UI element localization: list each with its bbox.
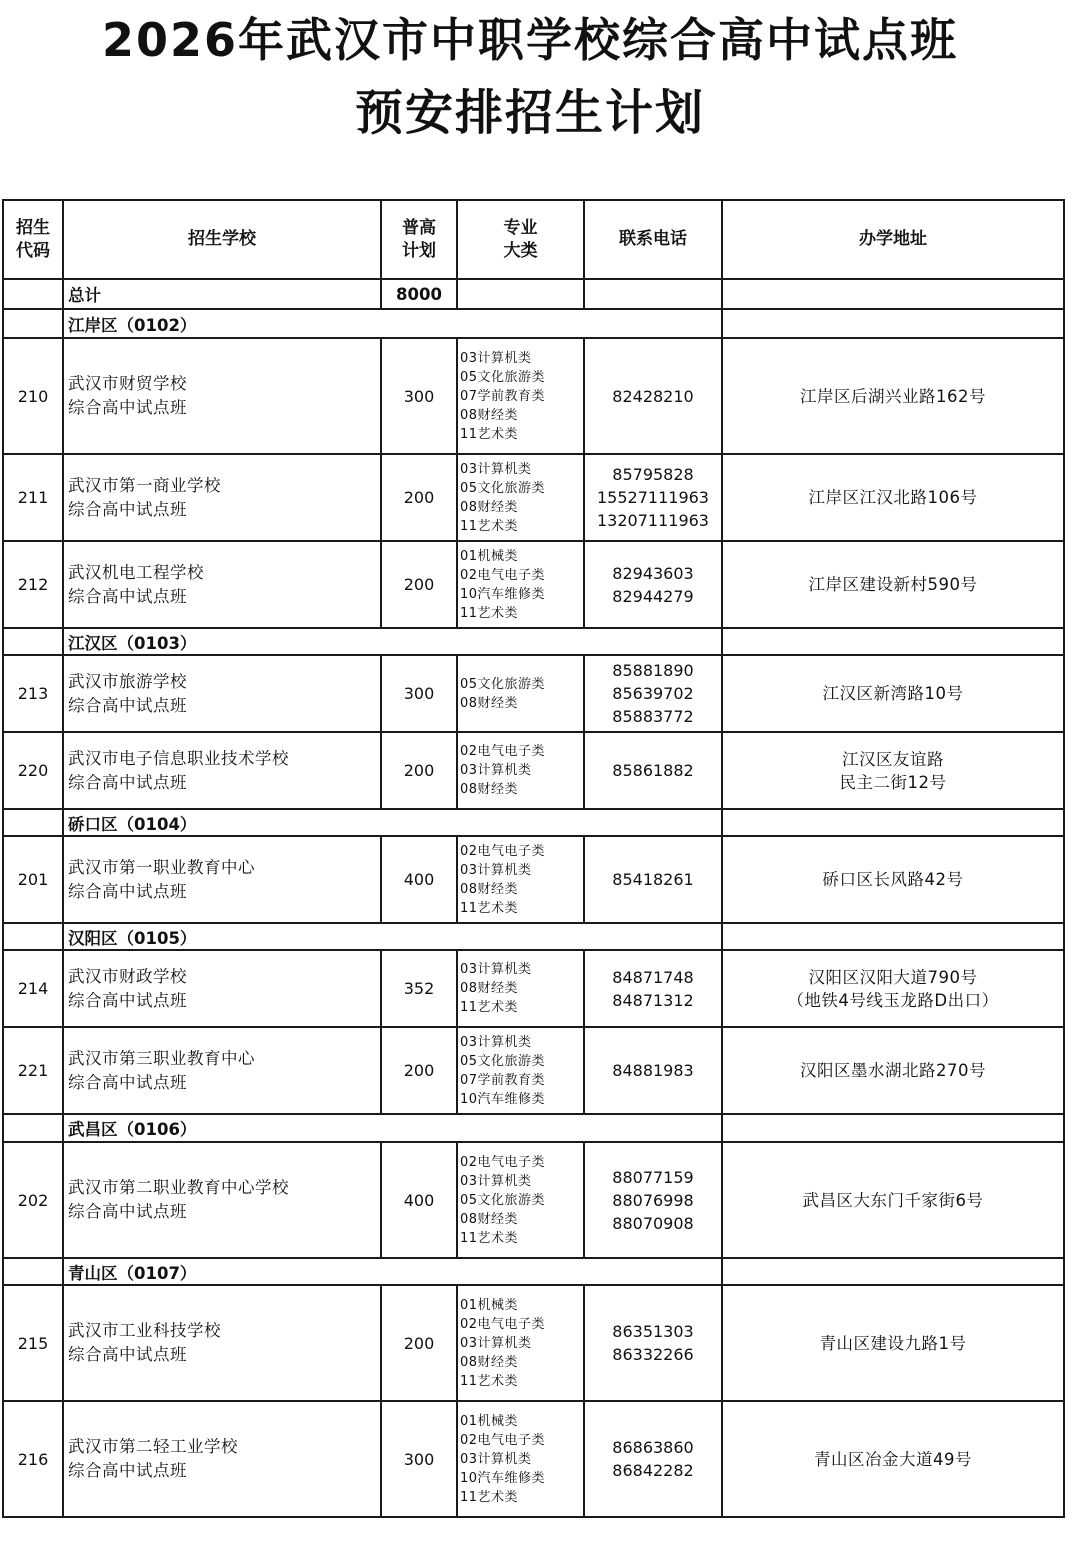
category-list [457,950,584,1027]
line-text: 综合高中试点班 [68,990,187,1010]
line-text: 综合高中试点班 [68,695,187,715]
header-category: 专业 大类 [457,200,584,279]
line-text: 11艺术类 [460,1000,519,1015]
line-text: 13207111963 [597,511,709,530]
line-text: 02电气电子类 [460,843,546,859]
line-text: 11艺术类 [460,605,519,621]
plan-count: 400 [381,836,457,923]
line-text: 85795828 [612,465,694,484]
category-list [457,1142,584,1258]
school-code: 213 [3,655,63,732]
plan-count: 352 [381,950,457,1027]
line-text: 综合高中试点班 [68,499,187,519]
school-address [722,1027,1064,1114]
line-text: 88076998 [612,1190,694,1210]
line-text: 武汉市财贸学校 [68,374,187,393]
line-text: 综合高中试点班 [68,1345,187,1364]
line-text: 综合高中试点班 [68,586,187,606]
line-text: 江汉区友谊路 [842,749,944,769]
line-text: 武汉市第三职业教育中心 [68,1048,255,1068]
school-row [3,950,1064,1027]
line-text: 武汉市财政学校 [68,966,187,986]
school-code: 211 [3,454,63,541]
line-text: 武昌区大东门千家街6号 [802,1190,984,1210]
district-name: 汉阳区（0105） [63,923,722,950]
district-name: 青山区（0107） [63,1258,722,1285]
school-row [3,1027,1064,1114]
line-text: 武汉市第二职业教育中心学校 [68,1178,289,1197]
plan-count: 300 [381,655,457,732]
school-name [63,732,381,809]
total-label: 总计 [63,279,381,309]
phone-list [584,732,722,809]
district-row [3,1114,1064,1142]
school-address [722,1285,1064,1401]
total-row [3,279,1064,309]
plan-count: 200 [381,1027,457,1114]
header-address: 办学地址 [722,200,1064,279]
line-text: 03计算机类 [460,1173,532,1189]
district-name: 硚口区（0104） [63,809,722,836]
line-text: 02电气电子类 [460,744,546,759]
school-address [722,950,1064,1027]
line-text: 84871748 [612,967,694,987]
school-name [63,1285,381,1401]
line-text: 85639702 [612,684,694,703]
school-name [63,454,381,541]
school-row [3,1142,1064,1258]
line-text: 综合高中试点班 [68,881,187,901]
school-code: 221 [3,1027,63,1114]
line-text: 青山区冶金大道49号 [814,1449,972,1469]
line-text: 汉阳区汉阳大道790号 [808,967,978,987]
line-text: 85881890 [612,661,694,680]
school-address [722,338,1064,454]
line-text: 08财经类 [460,407,519,423]
line-text: 01机械类 [460,548,519,564]
school-code: 216 [3,1401,63,1517]
district-name: 江岸区（0102） [63,309,722,338]
district-row [3,628,1064,655]
line-text: 02电气电子类 [460,1432,546,1448]
line-text: 84871312 [612,990,694,1010]
school-address [722,836,1064,923]
school-address [722,541,1064,628]
school-name [63,1027,381,1114]
line-text: 武汉市电子信息职业技术学校 [68,748,289,768]
line-text: 10汽车维修类 [460,1091,546,1107]
category-list [457,1285,584,1401]
line-text: 08财经类 [460,695,519,711]
school-row [3,454,1064,541]
line-text: 08财经类 [460,1354,519,1370]
line-text: 武汉市第一职业教育中心 [68,857,255,877]
line-text: 08财经类 [460,1211,519,1227]
category-list [457,836,584,923]
phone-list [584,1285,722,1401]
line-text: 05文化旅游类 [460,676,546,692]
school-row [3,732,1064,809]
plan-count: 200 [381,1285,457,1401]
plan-count: 200 [381,541,457,628]
school-code: 220 [3,732,63,809]
line-text: 硚口区长风路42号 [822,870,964,889]
plan-count: 200 [381,732,457,809]
line-text: 82944279 [612,586,694,606]
line-text: 民主二街12号 [839,772,947,792]
line-text: 85883772 [612,707,694,726]
line-text: 03计算机类 [460,862,532,878]
plan-count: 200 [381,454,457,541]
school-name [63,655,381,732]
line-text: 08财经类 [460,881,519,897]
line-text: 02电气电子类 [460,1316,546,1332]
line-text: 86332266 [612,1345,694,1364]
school-code: 210 [3,338,63,454]
line-text: 综合高中试点班 [68,1461,187,1480]
line-text: 05文化旅游类 [460,1192,546,1208]
header-row [3,200,1064,279]
line-text: 05文化旅游类 [460,480,546,496]
line-text: 86842282 [612,1461,694,1480]
total-value: 8000 [381,279,457,309]
line-text: 07学前教育类 [460,1072,546,1088]
school-row [3,1285,1064,1401]
line-text: 江岸区后湖兴业路162号 [800,386,986,406]
enrollment-plan-table [2,199,1065,1518]
line-text: 青山区建设九路1号 [819,1333,967,1353]
line-text: （地铁4号线玉龙路D出口） [787,990,999,1010]
district-row [3,923,1064,950]
school-code: 212 [3,541,63,628]
line-text: 88070908 [612,1213,694,1233]
line-text: 86863860 [612,1438,694,1457]
school-code: 202 [3,1142,63,1258]
plan-count: 300 [381,1401,457,1517]
line-text: 02电气电子类 [460,567,546,583]
line-text: 11艺术类 [460,1489,519,1505]
school-name [63,541,381,628]
line-text: 江汉区新湾路10号 [822,684,964,703]
line-text: 武汉市工业科技学校 [68,1321,221,1340]
line-text: 武汉市第一商业学校 [68,475,221,495]
phone-list [584,1027,722,1114]
phone-list [584,541,722,628]
header-plan: 普高 计划 [381,200,457,279]
school-code: 215 [3,1285,63,1401]
line-text: 01机械类 [460,1297,519,1313]
line-text: 10汽车维修类 [460,586,546,602]
phone-list [584,454,722,541]
phone-list [584,950,722,1027]
school-address [722,1142,1064,1258]
line-text: 11艺术类 [460,900,519,916]
line-text: 85418261 [612,870,694,889]
line-text: 汉阳区墨水湖北路270号 [800,1061,986,1080]
line-text: 11艺术类 [460,1373,519,1389]
plan-count: 300 [381,338,457,454]
line-text: 武汉市旅游学校 [68,671,187,691]
school-address [722,454,1064,541]
phone-list [584,655,722,732]
category-list [457,541,584,628]
school-name [63,836,381,923]
line-text: 综合高中试点班 [68,398,187,417]
district-name: 江汉区（0103） [63,628,722,655]
district-row [3,809,1064,836]
school-code: 214 [3,950,63,1027]
line-text: 03计算机类 [460,1335,532,1351]
school-name [63,950,381,1027]
line-text: 07学前教育类 [460,388,546,404]
line-text: 03计算机类 [460,962,532,977]
school-code: 201 [3,836,63,923]
line-text: 01机械类 [460,1413,519,1429]
page-title: 2026年武汉市中职学校综合高中试点班 [101,13,959,67]
category-list [457,454,584,541]
line-text: 江岸区江汉北路106号 [808,488,978,507]
category-list [457,1027,584,1114]
phone-list [584,338,722,454]
district-row [3,309,1064,338]
line-text: 08财经类 [460,981,519,996]
line-text: 84881983 [612,1061,694,1080]
line-text: 02电气电子类 [460,1154,546,1170]
school-name [63,1401,381,1517]
header-phone: 联系电话 [584,200,722,279]
line-text: 03计算机类 [460,350,532,366]
category-list [457,732,584,809]
phone-list [584,1142,722,1258]
plan-count: 400 [381,1142,457,1258]
category-list [457,655,584,732]
school-address [722,732,1064,809]
line-text: 88077159 [612,1167,694,1187]
page-subtitle: 预安排招生计划 [354,85,705,141]
school-address [722,1401,1064,1517]
line-text: 江岸区建设新村590号 [808,575,978,594]
line-text: 03计算机类 [460,763,532,778]
category-list [457,338,584,454]
line-text: 05文化旅游类 [460,1053,546,1069]
line-text: 11艺术类 [460,1230,519,1246]
line-text: 08财经类 [460,499,519,515]
line-text: 05文化旅游类 [460,369,546,385]
line-text: 综合高中试点班 [68,1202,187,1221]
line-text: 08财经类 [460,782,519,797]
header-code: 招生 代码 [3,200,63,279]
line-text: 03计算机类 [460,1451,532,1467]
line-text: 10汽车维修类 [460,1470,546,1486]
line-text: 综合高中试点班 [68,1072,187,1092]
line-text: 武汉机电工程学校 [68,562,204,582]
line-text: 11艺术类 [460,518,519,534]
district-row [3,1258,1064,1285]
phone-list [584,1401,722,1517]
line-text: 03计算机类 [460,461,532,477]
school-row [3,836,1064,923]
line-text: 15527111963 [597,488,709,507]
line-text: 85861882 [612,761,694,780]
line-text: 综合高中试点班 [68,772,187,792]
school-row [3,1401,1064,1517]
school-name [63,1142,381,1258]
line-text: 03计算机类 [460,1034,532,1050]
district-name: 武昌区（0106） [63,1114,722,1142]
line-text: 82428210 [612,386,694,406]
category-list [457,1401,584,1517]
school-row [3,655,1064,732]
school-row [3,338,1064,454]
line-text: 82943603 [612,563,694,583]
school-row [3,541,1064,628]
header-school: 招生学校 [63,200,381,279]
line-text: 武汉市第二轻工业学校 [68,1437,238,1456]
line-text: 11艺术类 [460,426,519,442]
phone-list [584,836,722,923]
line-text: 86351303 [612,1322,694,1341]
school-name [63,338,381,454]
school-address [722,655,1064,732]
